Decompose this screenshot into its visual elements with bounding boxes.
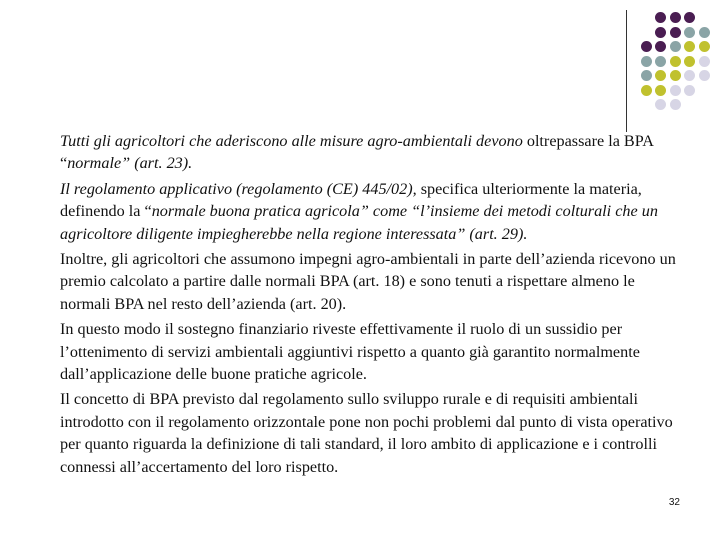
decorative-dot — [684, 27, 695, 38]
slide-body — [60, 130, 685, 481]
decorative-vertical-line — [626, 10, 627, 132]
decorative-dot — [699, 70, 710, 81]
decorative-dot-grid — [0, 0, 720, 150]
decorative-dot — [684, 12, 695, 23]
paragraph — [60, 318, 685, 385]
decorative-dot — [670, 56, 681, 67]
decorative-dot — [684, 56, 695, 67]
text-run: specifica ulteriormente la materia, definendo la “ — [60, 179, 642, 221]
decorative-dot — [670, 85, 681, 96]
decorative-dot — [699, 41, 710, 52]
paragraph — [60, 178, 685, 245]
paragraph — [60, 248, 685, 315]
decorative-dot — [655, 12, 666, 23]
paragraph — [60, 388, 685, 478]
decorative-dot — [670, 41, 681, 52]
decorative-dot — [670, 99, 681, 110]
text-run: Il concetto di BPA previsto dal regolamento sullo sviluppo rurale e di requisiti ambientali introdotto con il regolamento orizzontale pone non pochi problemi dal punto di vista operativo per quanto riguarda la definizione di tali standard, il loro ambito di applicazione e i controlli connessi all’accertamento del loro rispetto. — [60, 390, 673, 476]
decorative-dot — [655, 27, 666, 38]
text-run: oltrepassare la BPA “ — [60, 132, 654, 173]
decorative-dot — [684, 70, 695, 81]
decorative-dot — [641, 85, 652, 96]
text-run: Inoltre, gli agricoltori che assumono impegni agro-ambientali in parte dell’azienda ricevono un premio calcolato a partire dalle normali BPA (art. 18) e sono tenuti a rispettare almeno le normali BPA nel resto dell’azienda (art. 20). — [60, 250, 676, 313]
text-run: In questo modo il sostegno finanziario riveste effettivamente il ruolo di un sussidio per l’ottenimento di servizi ambientali aggiuntivi rispetto a quanto già garantito normalmente dall’applicazione delle buone pratiche agricole. — [60, 320, 640, 384]
paragraph — [60, 130, 685, 175]
decorative-dot — [699, 27, 710, 38]
decorative-dot — [655, 85, 666, 96]
decorative-dot — [655, 56, 666, 67]
text-run: normale” (art. 23). — [67, 154, 193, 173]
text-run: Tutti gli agricoltori che aderiscono alle misure agro-ambientali devono — [60, 132, 527, 150]
decorative-dot — [670, 70, 681, 81]
decorative-dot — [684, 41, 695, 52]
decorative-dot — [641, 70, 652, 81]
decorative-dot — [670, 12, 681, 23]
decorative-dot — [684, 85, 695, 96]
page-number: 32 — [668, 497, 680, 508]
text-run: Il regolamento applicativo (regolamento (CE) 445/02), — [60, 179, 421, 198]
decorative-dot — [641, 56, 652, 67]
decorative-dot — [655, 99, 666, 110]
decorative-dot — [699, 56, 710, 67]
decorative-dot — [641, 41, 652, 52]
decorative-dot — [655, 41, 666, 52]
decorative-dot — [670, 27, 681, 38]
decorative-dot — [655, 70, 666, 81]
text-run: normale buona pratica agricola” come “l’insieme dei metodi colturali che un agricoltore diligente impiegherebbe nella regione interessata” (art. 29). — [60, 202, 658, 243]
